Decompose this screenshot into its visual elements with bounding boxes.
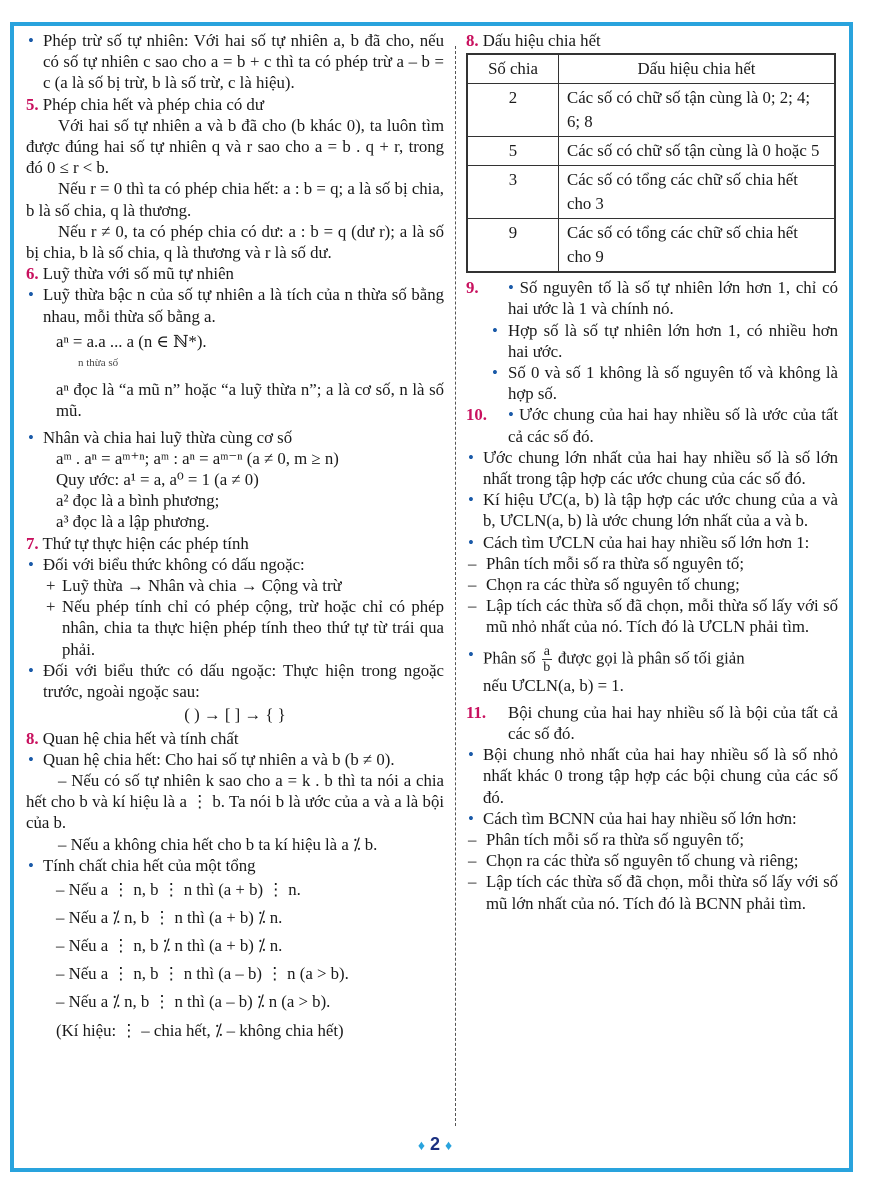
- divisibility-table: [466, 53, 836, 273]
- table-cell-sign: Các số có chữ số tận cùng là 0 hoặc 5: [559, 137, 836, 166]
- section-5-heading: 5. Phép chia hết và phép chia có dư: [26, 94, 264, 114]
- table-cell-divisor: 2: [467, 84, 559, 137]
- non-divisibility-notation: – Nếu a không chia hết cho b ta kí hiệu là a ⁒ b.: [58, 834, 378, 854]
- section-5-p1: Với hai số tự nhiên a và b đã cho (b khác 0), ta luôn tìm được đúng hai số tự nhiên q và r sao cho a = b . q + r, trong đó 0 ≤ r < b.: [26, 115, 444, 178]
- section-10: 10. • Ước chung của hai hay nhiều số là ước của tất cả các số đó.: [466, 405, 838, 446]
- zero-one-note: • Số 0 và số 1 không là số nguyên tố và không là hợp số.: [466, 362, 838, 404]
- section-7-heading: 7. Thứ tự thực hiện các phép tính: [26, 533, 249, 553]
- divisibility-property: – Nếu a ⋮ n, b ⋮ n thì (a – b) ⋮ n (a > b).: [56, 963, 349, 983]
- gcd-definition: • Ước chung lớn nhất của hai hay nhiều số là số lớn nhất trong tập hợp các ước chung của các số đó.: [466, 447, 838, 489]
- section-6-bullet-2: • Nhân và chia hai luỹ thừa cùng cơ số: [26, 427, 444, 448]
- table-cell-sign: Các số có tổng các chữ số chia hết cho 9: [559, 219, 836, 273]
- table-row: [467, 219, 835, 273]
- left-to-right-rule: + Nếu phép tính chỉ có phép cộng, trừ hoặc chỉ có phép nhân, chia ta thực hiện phép tính theo thứ tự từ trái qua phải.: [26, 596, 444, 660]
- fraction-a-over-b: $\frac{a}{b}$: [543, 643, 551, 675]
- brace-label: n thừa số: [78, 357, 119, 370]
- right-column: [466, 30, 838, 914]
- divisibility-property: – Nếu a ⋮ n, b ⋮ n thì (a + b) ⋮ n.: [56, 879, 301, 899]
- gcd-notation: • Kí hiệu ƯC(a, b) là tập hợp các ước chung của a và b, ƯCLN(a, b) là ước chung lớn nhất của a và b.: [466, 489, 838, 531]
- power-formula: aⁿ = a.a ... a (n ∈ ℕ*).: [56, 331, 207, 351]
- table-row: [467, 137, 835, 166]
- section-6-heading: 6. Luỹ thừa với số mũ tự nhiên: [26, 264, 234, 284]
- section-9: 9. • Số nguyên tố là số tự nhiên lớn hơn 1, chỉ có hai ước là 1 và chính nó.: [466, 278, 838, 319]
- square-reading: a² đọc là a bình phương;: [56, 491, 220, 511]
- table-cell-divisor: 5: [467, 137, 559, 166]
- subtraction-bullet: • Phép trừ số tự nhiên: Với hai số tự nhiên a, b đã cho, nếu có số tự nhiên c sao cho a = b + c thì ta có phép trừ a – b = c (a là số bị trừ, b là số trừ, c là hiệu).: [26, 30, 444, 94]
- table-row: [467, 166, 835, 219]
- irreducible-condition: nếu ƯCLN(a, b) = 1.: [483, 675, 624, 695]
- diamond-icon: ♦: [417, 1137, 425, 1153]
- common-multiple-definition: Bội chung của hai hay nhiều số là bội của tất cả các số đó.: [508, 702, 838, 744]
- table-header: Dấu hiệu chia hết: [559, 54, 836, 84]
- table-header-row: [467, 54, 835, 84]
- lcm-method: • Cách tìm BCNN của hai hay nhiều số lớn hơn:: [466, 808, 838, 829]
- section-8-heading: 8. Quan hệ chia hết và tính chất: [26, 728, 239, 748]
- composite-definition: • Hợp số là số tự nhiên lớn hơn 1, có nhiều hơn hai ước.: [466, 320, 838, 362]
- lcm-step: – Lập tích các thừa số đã chọn, mỗi thừa số lấy với số mũ lớn nhất của nó. Tích đó là BCNN phải tìm.: [466, 871, 838, 913]
- table-cell-sign: Các số có tổng các chữ số chia hết cho 3: [559, 166, 836, 219]
- left-column: [26, 30, 444, 1041]
- lcm-definition: • Bội chung nhỏ nhất của hai hay nhiều số là số nhỏ nhất khác 0 trong tập hợp các bội chung của các số đó.: [466, 744, 838, 808]
- power-reading: aⁿ đọc là “a mũ n” hoặc “a luỹ thừa n”; a là cơ số, n là số mũ.: [56, 380, 444, 421]
- gcd-step: – Phân tích mỗi số ra thừa số nguyên tố;: [466, 553, 838, 574]
- table-row: [467, 84, 835, 137]
- section-8-bullet-1: • Quan hệ chia hết: Cho hai số tự nhiên a và b (b ≠ 0).: [26, 749, 444, 770]
- section-11: 11. Bội chung của hai hay nhiều số là bội của tất cả các số đó.: [466, 702, 838, 744]
- diamond-icon: ♦: [445, 1137, 453, 1153]
- divisibility-signs-heading: 8. Dấu hiệu chia hết: [466, 31, 601, 50]
- divisibility-property: – Nếu a ⁒ n, b ⋮ n thì (a + b) ⁒ n.: [56, 907, 283, 927]
- section-7-bullet-1: • Đối với biểu thức không có dấu ngoặc:: [26, 554, 444, 575]
- section-7-bullet-2: • Đối với biểu thức có dấu ngoặc: Thực hiện trong ngoặc trước, ngoài ngoặc sau:: [26, 660, 444, 702]
- power-rule: aᵐ . aⁿ = aᵐ⁺ⁿ; aᵐ : aⁿ = aᵐ⁻ⁿ (a ≠ 0, m ≥ n): [56, 448, 339, 468]
- bracket-order: ( ) → [ ] → { }: [184, 705, 286, 725]
- section-6-bullet-1: • Luỹ thừa bậc n của số tự nhiên a là tích của n thừa số bằng nhau, mỗi thừa số bằng a.: [26, 284, 444, 326]
- symbol-legend: (Kí hiệu: ⋮ – chia hết, ⁒ – không chia hết): [56, 1020, 344, 1040]
- table-cell-sign: Các số có chữ số tận cùng là 0; 2; 4; 6; 8: [559, 84, 836, 137]
- gcd-method: • Cách tìm ƯCLN của hai hay nhiều số lớn hơn 1:: [466, 532, 838, 553]
- table-cell-divisor: 3: [467, 166, 559, 219]
- section-8-bullet-2: • Tính chất chia hết của một tổng: [26, 855, 444, 876]
- prime-definition: • Số nguyên tố là số tự nhiên lớn hơn 1, chỉ có hai ước là 1 và chính nó.: [508, 278, 838, 319]
- divisibility-definition: – Nếu có số tự nhiên k sao cho a = k . b thì ta nói a chia hết cho b và kí hiệu là a ⋮ b. Ta nói b là ước của a và a là bội của b.: [26, 770, 444, 833]
- divisibility-property: – Nếu a ⁒ n, b ⋮ n thì (a – b) ⁒ n (a > b).: [56, 991, 331, 1011]
- power-convention: Quy ước: a¹ = a, a⁰ = 1 (a ≠ 0): [56, 470, 259, 490]
- cube-reading: a³ đọc là a lập phương.: [56, 512, 210, 532]
- irreducible-fraction: • Phân số $\frac{a}{b}$ được gọi là phân số tối giản: [466, 644, 838, 675]
- section-5-p2: Nếu r = 0 thì ta có phép chia hết: a : b = q; a là số bị chia, b là số chia, q là thương.: [26, 179, 444, 220]
- divisibility-property: – Nếu a ⋮ n, b ⁒ n thì (a + b) ⁒ n.: [56, 935, 283, 955]
- common-divisor-definition: • Ước chung của hai hay nhiều số là ước của tất cả các số đó.: [508, 405, 838, 446]
- page-number: ♦ 2 ♦: [417, 1134, 453, 1154]
- operation-order: + Luỹ thừa → Nhân và chia → Cộng và trừ: [26, 575, 444, 596]
- gcd-step: – Lập tích các thừa số đã chọn, mỗi thừa số lấy với số mũ nhỏ nhất của nó. Tích đó là ƯCLN phải tìm.: [466, 595, 838, 637]
- gcd-step: – Chọn ra các thừa số nguyên tố chung;: [466, 574, 838, 595]
- lcm-step: – Phân tích mỗi số ra thừa số nguyên tố;: [466, 829, 838, 850]
- table-cell-divisor: 9: [467, 219, 559, 273]
- section-5-p3: Nếu r ≠ 0, ta có phép chia có dư: a : b = q (dư r); a là số bị chia, b là số chia, q là thương và r là số dư.: [26, 221, 444, 263]
- column-divider: [455, 46, 456, 1126]
- table-header: Số chia: [467, 54, 559, 84]
- lcm-step: – Chọn ra các thừa số nguyên tố chung và riêng;: [466, 850, 838, 871]
